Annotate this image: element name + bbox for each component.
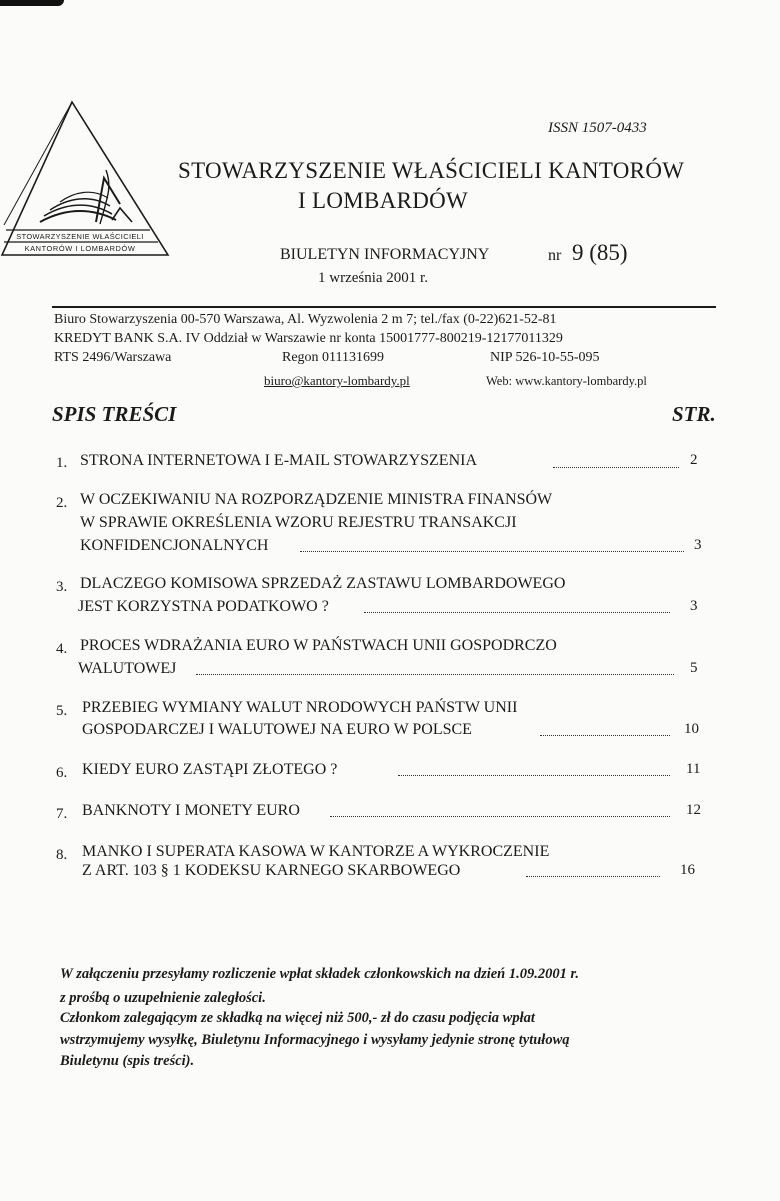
toc-item-title: DLACZEGO KOMISOWA SPRZEDAŻ ZASTAWU LOMBARDOWEGO <box>80 575 566 592</box>
contact-nip: NIP 526-10-55-095 <box>490 350 600 365</box>
toc-item-title: PROCES WDRAŻANIA EURO W PAŃSTWACH UNII GOSPODRCZO <box>80 637 557 654</box>
contact-regon: Regon 011131699 <box>282 350 385 365</box>
toc-item-number: 8. <box>56 847 68 863</box>
toc-leader-dots <box>196 674 674 675</box>
toc-leader-dots <box>364 612 670 613</box>
toc-item-title: STRONA INTERNETOWA I E-MAIL STOWARZYSZENIA <box>80 452 478 469</box>
toc-item-number: 7. <box>56 806 68 822</box>
issn-number: ISSN 1507-0433 <box>548 120 647 136</box>
contact-address: Biuro Stowarzyszenia 00-570 Warszawa, Al. Wyzwolenia 2 m 7; tel./fax (0-22)621-52-81 <box>54 312 557 327</box>
toc-item-title: GOSPODARCZEJ I WALUTOWEJ NA EURO W POLSCE <box>82 721 472 738</box>
toc-item-number: 6. <box>56 765 68 781</box>
toc-item-title: MANKO I SUPERATA KASOWA W KANTORZE A WYKROCZENIE <box>82 843 550 860</box>
note-line: W załączeniu przesyłamy rozliczenie wpłat składek członkowskich na dzień 1.09.2001 r. <box>60 966 579 982</box>
note-line: Biuletynu (spis treści). <box>60 1053 195 1069</box>
toc-item-page: 3 <box>694 537 702 553</box>
contact-email-link[interactable]: biuro@kantory-lombardy.pl <box>264 373 410 388</box>
toc-leader-dots <box>526 876 660 877</box>
toc-leader-dots <box>398 775 670 776</box>
note-line: Członkom zalegającym ze składką na więcej niż 500,- zł do czasu podjęcia wpłat <box>60 1010 535 1026</box>
toc-leader-dots <box>540 735 670 736</box>
note-line: z prośbą o uzupełnienie zaległości. <box>60 990 266 1006</box>
toc-item-number: 2. <box>56 495 68 511</box>
logo-text-line2: KANTORÓW I LOMBARDÓW <box>24 244 136 253</box>
toc-item-title: BANKNOTY I MONETY EURO <box>82 802 300 819</box>
toc-item-page: 2 <box>690 452 698 468</box>
issue-number: 9 (85) <box>572 240 628 265</box>
note-line: wstrzymujemy wysyłkę, Biuletynu Informacyjnego i wysyłamy jedynie stronę tytułową <box>60 1032 570 1048</box>
toc-item-page: 5 <box>690 660 698 676</box>
toc-leader-dots <box>300 551 684 552</box>
organization-name-line2: I LOMBARDÓW <box>298 188 469 213</box>
toc-leader-dots <box>330 816 670 817</box>
issue-number-label: nr <box>548 247 562 264</box>
toc-leader-dots <box>553 467 679 468</box>
toc-item-page: 3 <box>690 598 698 614</box>
scan-edge-mark <box>0 0 64 6</box>
toc-item-page: 11 <box>686 761 701 777</box>
toc-item-title: KIEDY EURO ZASTĄPI ZŁOTEGO ? <box>82 761 338 778</box>
toc-item-number: 4. <box>56 641 68 657</box>
toc-item-number: 3. <box>56 579 68 595</box>
toc-item-number: 1. <box>56 455 68 471</box>
toc-item-page: 10 <box>684 721 699 737</box>
organization-name-line1: STOWARZYSZENIE WŁAŚCICIELI KANTORÓW <box>178 158 685 183</box>
toc-item-number: 5. <box>56 703 68 719</box>
toc-item-title: W SPRAWIE OKREŚLENIA WZORU REJESTRU TRANSAKCJI <box>80 514 517 531</box>
toc-title: SPIS TREŚCI <box>52 402 177 426</box>
bulletin-title: BIULETYN INFORMACYJNY <box>280 246 490 263</box>
contact-web-link[interactable]: Web: www.kantory-lombardy.pl <box>486 374 647 388</box>
toc-item-title: W OCZEKIWANIU NA ROZPORZĄDZENIE MINISTRA FINANSÓW <box>80 491 553 508</box>
toc-item-title: WALUTOWEJ <box>78 660 177 677</box>
contact-rts: RTS 2496/Warszawa <box>54 350 172 365</box>
toc-item-title: Z ART. 103 § 1 KODEKSU KARNEGO SKARBOWEGO <box>82 862 461 879</box>
logo-text-line1: STOWARZYSZENIE WŁAŚCICIELI <box>16 232 144 241</box>
header-divider <box>52 306 716 308</box>
toc-item-title: JEST KORZYSTNA PODATKOWO ? <box>78 598 329 615</box>
issue-date: 1 września 2001 r. <box>318 270 428 286</box>
association-logo <box>0 100 172 262</box>
toc-item-title: PRZEBIEG WYMIANY WALUT NRODOWYCH PAŃSTW UNII <box>82 699 518 716</box>
toc-item-page: 12 <box>686 802 701 818</box>
toc-item-title: KONFIDENCJONALNYCH <box>80 537 269 554</box>
toc-page-header: STR. <box>672 402 716 426</box>
contact-bank: KREDYT BANK S.A. IV Oddział w Warszawie nr konta 15001777-800219-12177011329 <box>54 331 563 346</box>
toc-item-page: 16 <box>680 862 695 878</box>
